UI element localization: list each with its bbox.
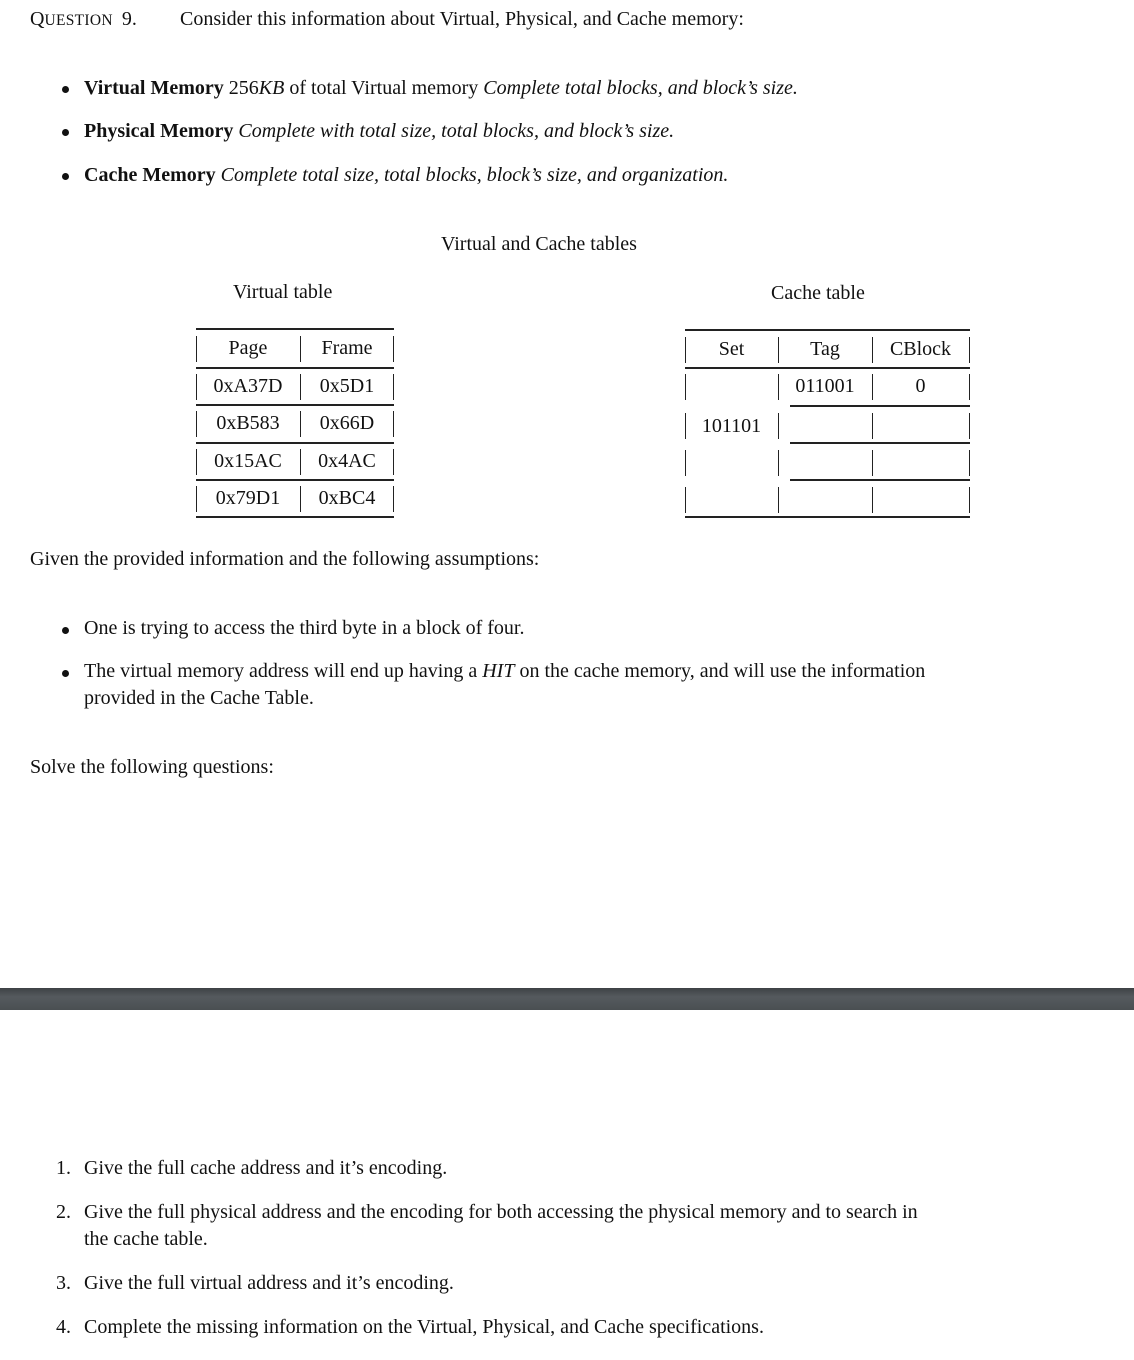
virtual-table-caption: Virtual table: [233, 281, 333, 303]
question-number: 4.: [56, 1316, 71, 1338]
question-item: Complete the missing information on the Virtual, Physical, and Cache specifications.: [84, 1316, 764, 1338]
page-divider: [0, 988, 1134, 1010]
cache-cblock-cell: 0: [915, 375, 926, 397]
assumption-2: The virtual memory address will end up having a HIT on the cache memory, and will use the information: [84, 660, 926, 682]
cache-set-cell: 101101: [701, 415, 762, 437]
question-intro: Consider this information about Virtual, Physical, and Cache memory:: [180, 8, 744, 30]
virtual-page-cell: 0xA37D: [213, 375, 283, 397]
virtual-header-page: Page: [228, 337, 268, 359]
spec-cache: Cache Memory Complete total size, total blocks, block’s size, and organization.: [84, 164, 729, 186]
bullet-icon: [62, 627, 69, 634]
cache-table-caption: Cache table: [771, 282, 865, 304]
bullet-icon: [62, 86, 69, 93]
bullet-icon: [62, 173, 69, 180]
cache-header-tag: Tag: [810, 338, 840, 360]
question-number: 1.: [56, 1157, 71, 1179]
virtual-frame-cell: 0xBC4: [318, 487, 376, 509]
spec-physical: Physical Memory Complete with total size, total blocks, and block’s size.: [84, 120, 675, 142]
question-number: 3.: [56, 1272, 71, 1294]
tables-caption: Virtual and Cache tables: [441, 233, 637, 255]
virtual-frame-cell: 0x4AC: [318, 450, 376, 472]
cache-tag-cell: 011001: [795, 375, 855, 397]
virtual-page-cell: 0x15AC: [214, 450, 282, 472]
question-number: 2.: [56, 1201, 71, 1223]
cache-header-cblock: CBlock: [889, 338, 952, 360]
virtual-page-cell: 0x79D1: [215, 487, 281, 509]
question-item-continued: the cache table.: [84, 1228, 208, 1250]
question-item: Give the full cache address and it’s encoding.: [84, 1157, 448, 1179]
virtual-page-cell: 0xB583: [216, 412, 280, 434]
question-item: Give the full virtual address and it’s encoding.: [84, 1272, 454, 1294]
bullet-icon: [62, 129, 69, 136]
given-text: Given the provided information and the following assumptions:: [30, 548, 540, 570]
virtual-frame-cell: 0x5D1: [319, 375, 375, 397]
question-item: Give the full physical address and the encoding for both accessing the physical memory and to search in: [84, 1201, 918, 1223]
virtual-header-frame: Frame: [321, 337, 373, 359]
bullet-icon: [62, 670, 69, 677]
assumption-1: One is trying to access the third byte in a block of four.: [84, 617, 525, 639]
spec-virtual: Virtual Memory 256KB of total Virtual memory Complete total blocks, and block’s size.: [84, 77, 798, 99]
question-label: QUESTION 9.: [30, 8, 137, 30]
virtual-frame-cell: 0x66D: [319, 412, 375, 434]
solve-text: Solve the following questions:: [30, 756, 274, 778]
assumption-2-continued: provided in the Cache Table.: [84, 687, 314, 709]
cache-header-set: Set: [718, 338, 745, 360]
